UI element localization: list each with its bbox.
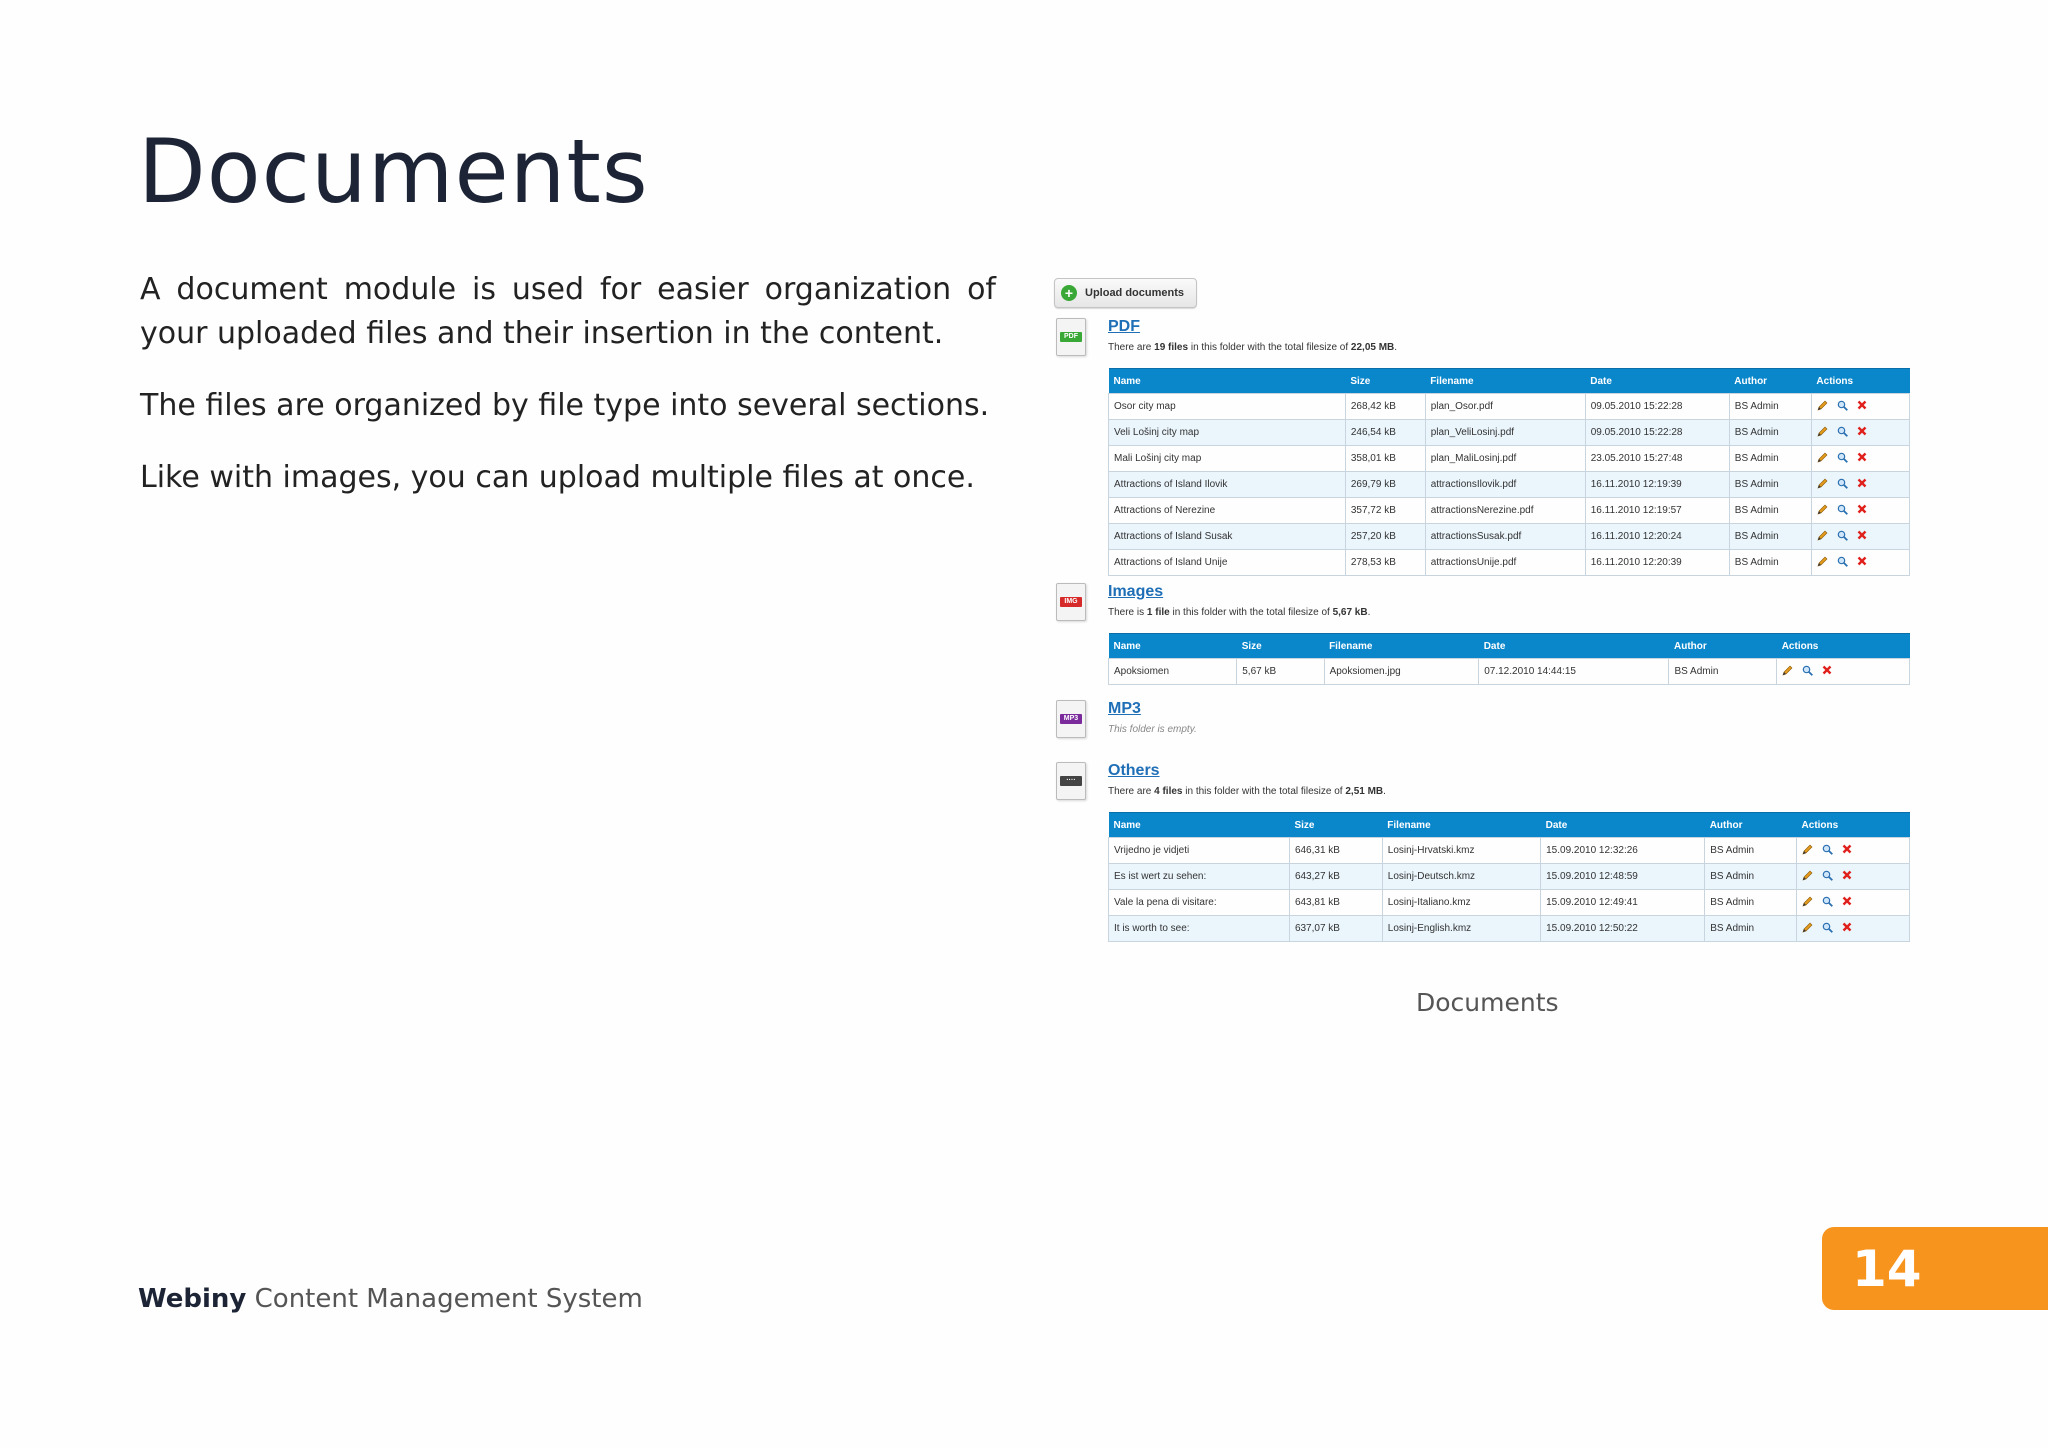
table-cell: attractionsUnije.pdf <box>1425 550 1585 576</box>
edit-icon[interactable] <box>1782 665 1793 676</box>
table-row[interactable] <box>1109 864 1910 890</box>
summary-size: 5,67 kB <box>1332 607 1368 618</box>
file-type-icon <box>1056 318 1086 356</box>
actions-cell <box>1811 550 1909 576</box>
summary-middle: in this folder with the total filesize of <box>1188 342 1351 353</box>
table-cell: BS Admin <box>1729 394 1811 420</box>
section-title-link[interactable]: Images <box>1108 583 1164 600</box>
delete-icon[interactable] <box>1842 922 1852 932</box>
table-cell: BS Admin <box>1729 524 1811 550</box>
column-header[interactable]: Name <box>1109 634 1237 659</box>
files-table <box>1108 812 1910 942</box>
edit-icon[interactable] <box>1817 530 1828 541</box>
table-cell: BS Admin <box>1729 498 1811 524</box>
documents-screenshot <box>1052 278 1912 958</box>
files-table <box>1108 368 1910 576</box>
actions-cell <box>1811 472 1909 498</box>
upload-documents-label: Upload documents <box>1085 287 1185 299</box>
file-type-tag: ···· <box>1060 776 1082 786</box>
column-header[interactable]: Author <box>1705 813 1797 838</box>
actions-cell <box>1777 659 1910 685</box>
edit-icon[interactable] <box>1817 504 1828 515</box>
delete-icon[interactable] <box>1857 556 1867 566</box>
section-title-link[interactable]: PDF <box>1108 318 1140 335</box>
table-cell: 643,81 kB <box>1289 890 1382 916</box>
table-cell: 15.09.2010 12:50:22 <box>1541 916 1705 942</box>
view-icon[interactable] <box>1837 400 1848 411</box>
table-cell: Es ist wert zu sehen: <box>1109 864 1290 890</box>
view-icon[interactable] <box>1822 896 1833 907</box>
view-icon[interactable] <box>1822 844 1833 855</box>
edit-icon[interactable] <box>1817 478 1828 489</box>
table-cell: 16.11.2010 12:19:57 <box>1585 498 1729 524</box>
table-cell: 23.05.2010 15:27:48 <box>1585 446 1729 472</box>
table-row[interactable] <box>1109 550 1910 576</box>
column-header[interactable]: Date <box>1479 634 1669 659</box>
summary-middle: in this folder with the total filesize of <box>1182 786 1346 797</box>
table-cell: 358,01 kB <box>1345 446 1425 472</box>
table-cell: 09.05.2010 15:22:28 <box>1585 420 1729 446</box>
page-number-badge <box>1822 1227 2048 1310</box>
actions-cell <box>1811 498 1909 524</box>
table-cell: Veli Lošinj city map <box>1109 420 1346 446</box>
table-cell: BS Admin <box>1705 890 1797 916</box>
table-cell: Losinj-Deutsch.kmz <box>1382 864 1540 890</box>
files-table <box>1108 633 1910 685</box>
column-header[interactable]: Date <box>1541 813 1705 838</box>
table-cell: 07.12.2010 14:44:15 <box>1479 659 1669 685</box>
column-header[interactable]: Name <box>1109 813 1290 838</box>
table-cell: Attractions of Island Susak <box>1109 524 1346 550</box>
table-cell: 09.05.2010 15:22:28 <box>1585 394 1729 420</box>
footer-brand: Webiny <box>138 1284 247 1314</box>
plus-icon: + <box>1061 285 1077 301</box>
table-cell: plan_Osor.pdf <box>1425 394 1585 420</box>
delete-icon[interactable] <box>1857 426 1867 436</box>
view-icon[interactable] <box>1837 556 1848 567</box>
view-icon[interactable] <box>1802 665 1813 676</box>
file-type-icon <box>1056 700 1086 738</box>
delete-icon[interactable] <box>1842 896 1852 906</box>
summary-count: 1 file <box>1146 607 1170 618</box>
edit-icon[interactable] <box>1802 870 1813 881</box>
table-cell: BS Admin <box>1729 472 1811 498</box>
view-icon[interactable] <box>1837 426 1848 437</box>
delete-icon[interactable] <box>1842 844 1852 854</box>
table-row[interactable] <box>1109 498 1910 524</box>
view-icon[interactable] <box>1837 504 1848 515</box>
actions-cell <box>1811 524 1909 550</box>
table-cell: 637,07 kB <box>1289 916 1382 942</box>
table-cell: 257,20 kB <box>1345 524 1425 550</box>
footer <box>138 1284 643 1314</box>
summary-count: 19 files <box>1154 342 1189 353</box>
table-row[interactable] <box>1109 446 1910 472</box>
table-cell: BS Admin <box>1729 550 1811 576</box>
column-header[interactable]: Actions <box>1797 813 1910 838</box>
table-cell: plan_VeliLosinj.pdf <box>1425 420 1585 446</box>
description <box>140 268 996 528</box>
table-cell: 278,53 kB <box>1345 550 1425 576</box>
table-cell: Losinj-English.kmz <box>1382 916 1540 942</box>
table-cell: Mali Lošinj city map <box>1109 446 1346 472</box>
view-icon[interactable] <box>1837 452 1848 463</box>
table-row[interactable] <box>1109 394 1910 420</box>
table-cell: plan_MaliLosinj.pdf <box>1425 446 1585 472</box>
summary-prefix: There are <box>1108 786 1155 797</box>
delete-icon[interactable] <box>1857 452 1867 462</box>
file-type-tag: PDF <box>1060 332 1082 342</box>
description-paragraph: The files are organized by file type into several sections. <box>140 388 990 423</box>
summary-end: . <box>1383 786 1386 797</box>
table-row[interactable] <box>1109 524 1910 550</box>
table-cell: BS Admin <box>1705 838 1797 864</box>
table-cell: 16.11.2010 12:19:39 <box>1585 472 1729 498</box>
actions-cell <box>1811 394 1909 420</box>
table-cell: attractionsIlovik.pdf <box>1425 472 1585 498</box>
table-cell: 16.11.2010 12:20:24 <box>1585 524 1729 550</box>
column-header[interactable]: Size <box>1345 369 1425 394</box>
delete-icon[interactable] <box>1822 665 1832 675</box>
table-row[interactable] <box>1109 420 1910 446</box>
edit-icon[interactable] <box>1802 896 1813 907</box>
actions-cell <box>1811 420 1909 446</box>
table-cell: 643,27 kB <box>1289 864 1382 890</box>
table-cell: BS Admin <box>1729 420 1811 446</box>
table-cell: Attractions of Island Ilovik <box>1109 472 1346 498</box>
view-icon[interactable] <box>1837 530 1848 541</box>
table-cell: 15.09.2010 12:48:59 <box>1541 864 1705 890</box>
table-cell: 15.09.2010 12:32:26 <box>1541 838 1705 864</box>
table-cell: 357,72 kB <box>1345 498 1425 524</box>
edit-icon[interactable] <box>1817 452 1828 463</box>
table-row[interactable] <box>1109 472 1910 498</box>
actions-cell <box>1797 838 1910 864</box>
table-cell: Osor city map <box>1109 394 1346 420</box>
table-cell: 5,67 kB <box>1237 659 1324 685</box>
view-icon[interactable] <box>1837 478 1848 489</box>
summary-prefix: There are <box>1108 342 1155 353</box>
table-cell: Apoksiomen.jpg <box>1324 659 1479 685</box>
delete-icon[interactable] <box>1857 478 1867 488</box>
table-cell: Attractions of Nerezine <box>1109 498 1346 524</box>
view-icon[interactable] <box>1822 870 1833 881</box>
table-cell: BS Admin <box>1669 659 1777 685</box>
column-header[interactable]: Name <box>1109 369 1346 394</box>
table-cell: Losinj-Hrvatski.kmz <box>1382 838 1540 864</box>
table-cell: 646,31 kB <box>1289 838 1382 864</box>
column-header[interactable]: Author <box>1669 634 1777 659</box>
table-cell: BS Admin <box>1729 446 1811 472</box>
table-row[interactable] <box>1109 659 1910 685</box>
section-empty-text: This folder is empty. <box>1108 724 1197 735</box>
column-header[interactable]: Size <box>1289 813 1382 838</box>
summary-middle: in this folder with the total filesize of <box>1169 607 1333 618</box>
table-cell: attractionsNerezine.pdf <box>1425 498 1585 524</box>
table-cell: Apoksiomen <box>1109 659 1237 685</box>
table-row[interactable] <box>1109 916 1910 942</box>
column-header[interactable]: Filename <box>1324 634 1479 659</box>
table-header-row <box>1109 634 1910 659</box>
delete-icon[interactable] <box>1842 870 1852 880</box>
file-type-tag: MP3 <box>1060 714 1082 724</box>
edit-icon[interactable] <box>1817 400 1828 411</box>
table-header-row <box>1109 369 1910 394</box>
summary-end: . <box>1367 607 1371 618</box>
page-number: 14 <box>1852 1239 1922 1298</box>
summary-size: 2,51 MB <box>1345 786 1384 797</box>
table-cell: Vrijedno je vidjeti <box>1109 838 1290 864</box>
file-type-tag: IMG <box>1060 597 1082 607</box>
delete-icon[interactable] <box>1857 400 1867 410</box>
description-paragraph: A document module is used for easier organization of your uploaded files and their insertion in the content. <box>140 272 996 351</box>
table-cell: attractionsSusak.pdf <box>1425 524 1585 550</box>
column-header[interactable]: Size <box>1237 634 1324 659</box>
edit-icon[interactable] <box>1817 426 1828 437</box>
actions-cell <box>1797 890 1910 916</box>
table-row[interactable] <box>1109 838 1910 864</box>
file-type-icon <box>1056 762 1086 800</box>
delete-icon[interactable] <box>1857 504 1867 514</box>
column-header[interactable]: Actions <box>1811 369 1909 394</box>
table-cell: 16.11.2010 12:20:39 <box>1585 550 1729 576</box>
table-cell: 268,42 kB <box>1345 394 1425 420</box>
section-summary <box>1108 342 1397 353</box>
column-header[interactable]: Author <box>1729 369 1811 394</box>
table-cell: Vale la pena di visitare: <box>1109 890 1290 916</box>
table-row[interactable] <box>1109 890 1910 916</box>
table-cell: BS Admin <box>1705 864 1797 890</box>
table-cell: Losinj-Italiano.kmz <box>1382 890 1540 916</box>
table-cell: 246,54 kB <box>1345 420 1425 446</box>
summary-size: 22,05 MB <box>1350 342 1395 353</box>
section-title-link[interactable]: Others <box>1108 762 1160 779</box>
edit-icon[interactable] <box>1802 922 1813 933</box>
footer-text: Content Management System <box>254 1284 643 1314</box>
delete-icon[interactable] <box>1857 530 1867 540</box>
table-cell: 15.09.2010 12:49:41 <box>1541 890 1705 916</box>
edit-icon[interactable] <box>1802 844 1813 855</box>
upload-documents-button[interactable] <box>1054 278 1197 308</box>
section-title-link[interactable]: MP3 <box>1108 700 1141 717</box>
column-header[interactable]: Actions <box>1777 634 1910 659</box>
summary-count: 4 files <box>1154 786 1183 797</box>
column-header[interactable]: Date <box>1585 369 1729 394</box>
page-title: Documents <box>138 120 649 223</box>
figure-caption: Documents <box>1416 988 1559 1017</box>
section-summary <box>1108 786 1386 797</box>
actions-cell <box>1797 916 1910 942</box>
table-cell: 269,79 kB <box>1345 472 1425 498</box>
table-cell: It is worth to see: <box>1109 916 1290 942</box>
table-cell: Attractions of Island Unije <box>1109 550 1346 576</box>
file-type-icon <box>1056 583 1086 621</box>
column-header[interactable]: Filename <box>1425 369 1585 394</box>
section-summary <box>1108 607 1370 618</box>
description-paragraph: Like with images, you can upload multiple files at once. <box>140 460 975 495</box>
column-header[interactable]: Filename <box>1382 813 1540 838</box>
view-icon[interactable] <box>1822 922 1833 933</box>
table-cell: BS Admin <box>1705 916 1797 942</box>
edit-icon[interactable] <box>1817 556 1828 567</box>
summary-end: . <box>1394 342 1398 353</box>
table-header-row <box>1109 813 1910 838</box>
summary-prefix: There is <box>1108 607 1147 618</box>
actions-cell <box>1797 864 1910 890</box>
actions-cell <box>1811 446 1909 472</box>
